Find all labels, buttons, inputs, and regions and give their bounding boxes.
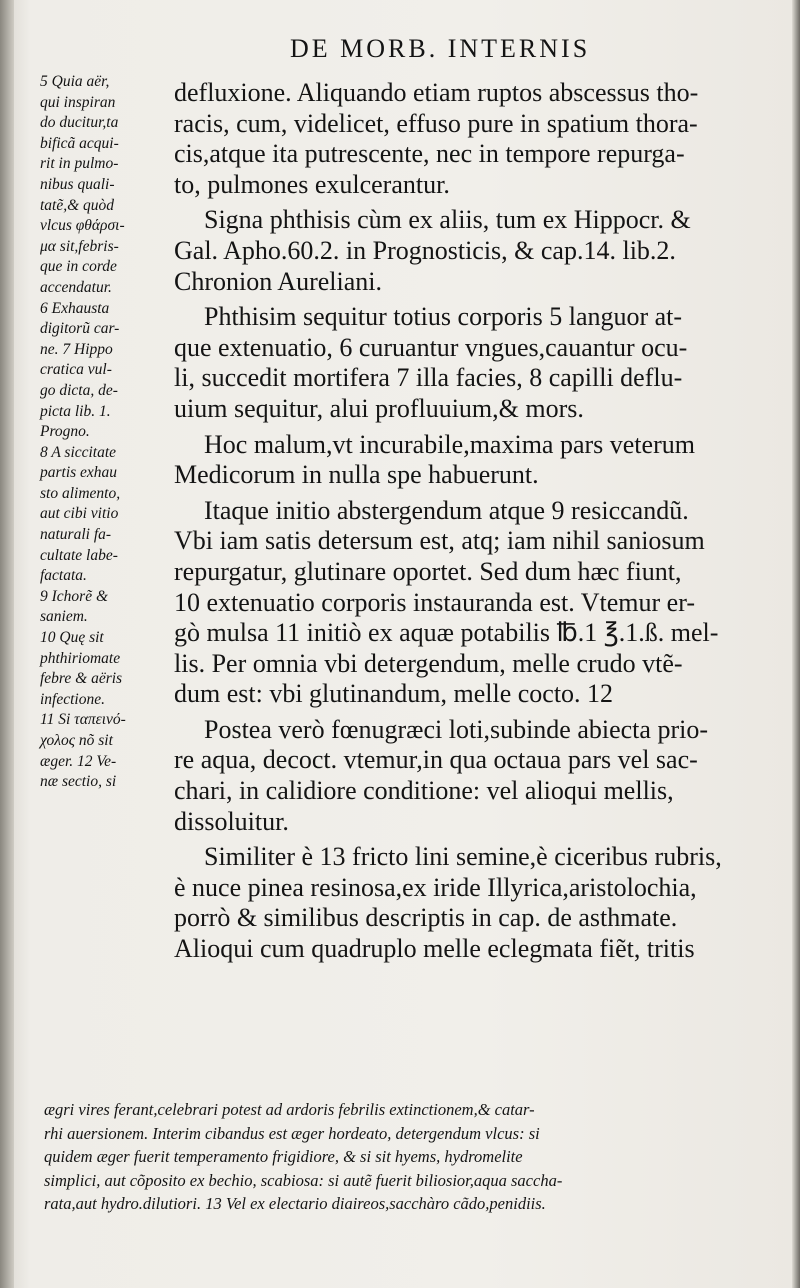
text-line: 10 extenuatio corporis instauranda est. Vtemur er- [174,587,696,617]
text-line: Phthisim sequitur totius corporis 5 languor at- [204,302,683,332]
text-line: dum est: vbi glutinandum, melle cocto. 12 [174,679,614,709]
page-gutter-shadow [0,0,14,1288]
margin-note-line: μα sit,febris- [40,237,119,255]
footnote-line: ægri vires ferant,celebrari potest ad ardoris febrilis extinctionem,& catar- [44,1100,535,1119]
margin-note-line: tatẽ,& quòd [40,196,115,214]
text-line: li, succedit mortifera 7 illa facies, 8 capilli deflu- [174,363,683,393]
text-line: que extenuatio, 6 curuantur vngues,cauantur ocu- [174,332,688,362]
paragraph [174,842,774,964]
margin-note-line: 6 Exhausta [40,299,110,317]
text-line: lis. Per omnia vbi detergendum, melle crudo vtẽ- [174,648,683,678]
text-line: Itaque initio abstergendum atque 9 resiccandũ. [204,495,689,525]
margin-note-line: do ducitur,ta [40,114,119,132]
paragraph [174,78,774,200]
margin-note-line: picta lib. 1. [40,402,111,420]
margin-note-line: accendatur. [40,278,112,296]
margin-note-line: ne. 7 Hippo [40,340,113,358]
paragraph [174,715,774,837]
margin-note-line: næ sectio, si [40,773,117,791]
margin-note-line: 9 Ichorẽ & [40,587,109,605]
text-line: Postea verò fœnugræci loti,subinde abiecta prio- [204,714,708,744]
footnote-line: quidem æger fuerit temperamento frigidiore, & si sit hyems, hydromelite [44,1147,523,1166]
text-line: defluxione. Aliquando etiam ruptos abscessus tho- [174,78,699,107]
margin-note-line: digitorũ car- [40,320,120,338]
text-line: Gal. Apho.60.2. in Prognosticis, & cap.14. lib.2. [174,235,676,265]
margin-note-line: χολος nõ sit [40,732,113,749]
margin-note-line: bificã acqui- [40,134,119,152]
text-line: gò mulsa 11 initiò ex aquæ potabilis ℔.1 ℥.1.ß. mel- [174,618,719,648]
page-edge-shadow [792,0,800,1288]
margin-note-line: febre & aëris [40,670,123,688]
text-line: uium sequitur, alui profluuium,& mors. [174,393,584,423]
margin-note-line: cultate labe- [40,546,118,564]
text-line: Medicorum in nulla spe habuerunt. [174,460,539,490]
footnote-block [44,1098,774,1216]
running-header: DE MORB. INTERNIS [290,34,591,63]
margin-note-line: phthiriomate [40,649,121,667]
text-line: racis, cum, videlicet, effuso pure in spatium thora- [174,108,698,138]
text-line: repurgatur, glutinare oportet. Sed dum hæc fiunt, [174,556,682,586]
text-line: to, pulmones exulcerantur. [174,169,450,199]
text-line: Chronion Aureliani. [174,266,382,296]
margin-note-line: nibus quali- [40,175,115,193]
main-text [174,78,774,970]
footnote-line: rhi auersionem. Interim cibandus est æger hordeato, detergendum vlcus: si [44,1123,540,1143]
text-line: è nuce pinea resinosa,ex iride Illyrica,aristolochia, [174,872,697,902]
margin-note-line: 8 A siccitate [40,443,117,461]
text-line: Signa phthisis cùm ex aliis, tum ex Hippocr. & [204,205,691,235]
text-line: Alioqui cum quadruplo melle eclegmata fiẽt, tritis [174,934,695,964]
margin-note-line: æger. 12 Ve- [40,752,117,770]
margin-note-line: que in corde [40,258,117,276]
margin-note-line: 10 Quę sit [40,629,104,647]
text-line: Vbi iam satis detersum est, atq; iam nihil saniosum [174,526,705,556]
text-line: cis,atque ita putrescente, nec in tempore repurga- [174,139,685,169]
margin-note-line: rit in pulmo- [40,155,119,173]
margin-note-line: vlcus φθάρσι- [40,217,125,235]
margin-note-line: partis exhau [40,464,118,482]
margin-note-line: sto alimento, [40,484,121,502]
margin-note-line: cratica vul- [40,361,112,379]
margin-note-line: factata. [40,567,87,585]
paragraph [174,430,774,491]
margin-note-line: saniem. [40,608,88,626]
margin-note-line: 5 Quia aër, [40,73,110,90]
paragraph [174,205,774,297]
text-line: chari, in calidiore conditione: vel alioqui mellis, [174,776,674,806]
text-line: Similiter è 13 fricto lini semine,è ciceribus rubris, [204,842,722,872]
paragraph [174,302,774,424]
footnote-line: simplici, aut cõposito ex bechio, scabiosa: si autẽ fuerit biliosior,aqua saccha- [44,1170,563,1190]
margin-note-line: Progno. [40,423,90,441]
margin-note-line: qui inspiran [40,93,116,111]
footnote-line: rata,aut hydro.dilutiori. 13 Vel ex electario diaireos,sacchàro cãdo,penidiis. [44,1194,546,1213]
text-line: porrò & similibus descriptis in cap. de asthmate. [174,903,678,933]
text-line: dissoluitur. [174,806,289,836]
paragraph [174,496,774,710]
text-line: re aqua, decoct. vtemur,in qua octaua pars vel sac- [174,745,698,775]
margin-note-line: 11 Si ταπεινό- [40,711,126,729]
text-line: Hoc malum,vt incurabile,maxima pars veterum [204,429,695,459]
margin-note-line: infectione. [40,690,105,708]
margin-note-line: aut cibi vitio [40,505,119,523]
margin-note-line: go dicta, de- [40,381,118,399]
margin-notes [40,72,180,793]
margin-note-line: naturali fa- [40,526,112,544]
